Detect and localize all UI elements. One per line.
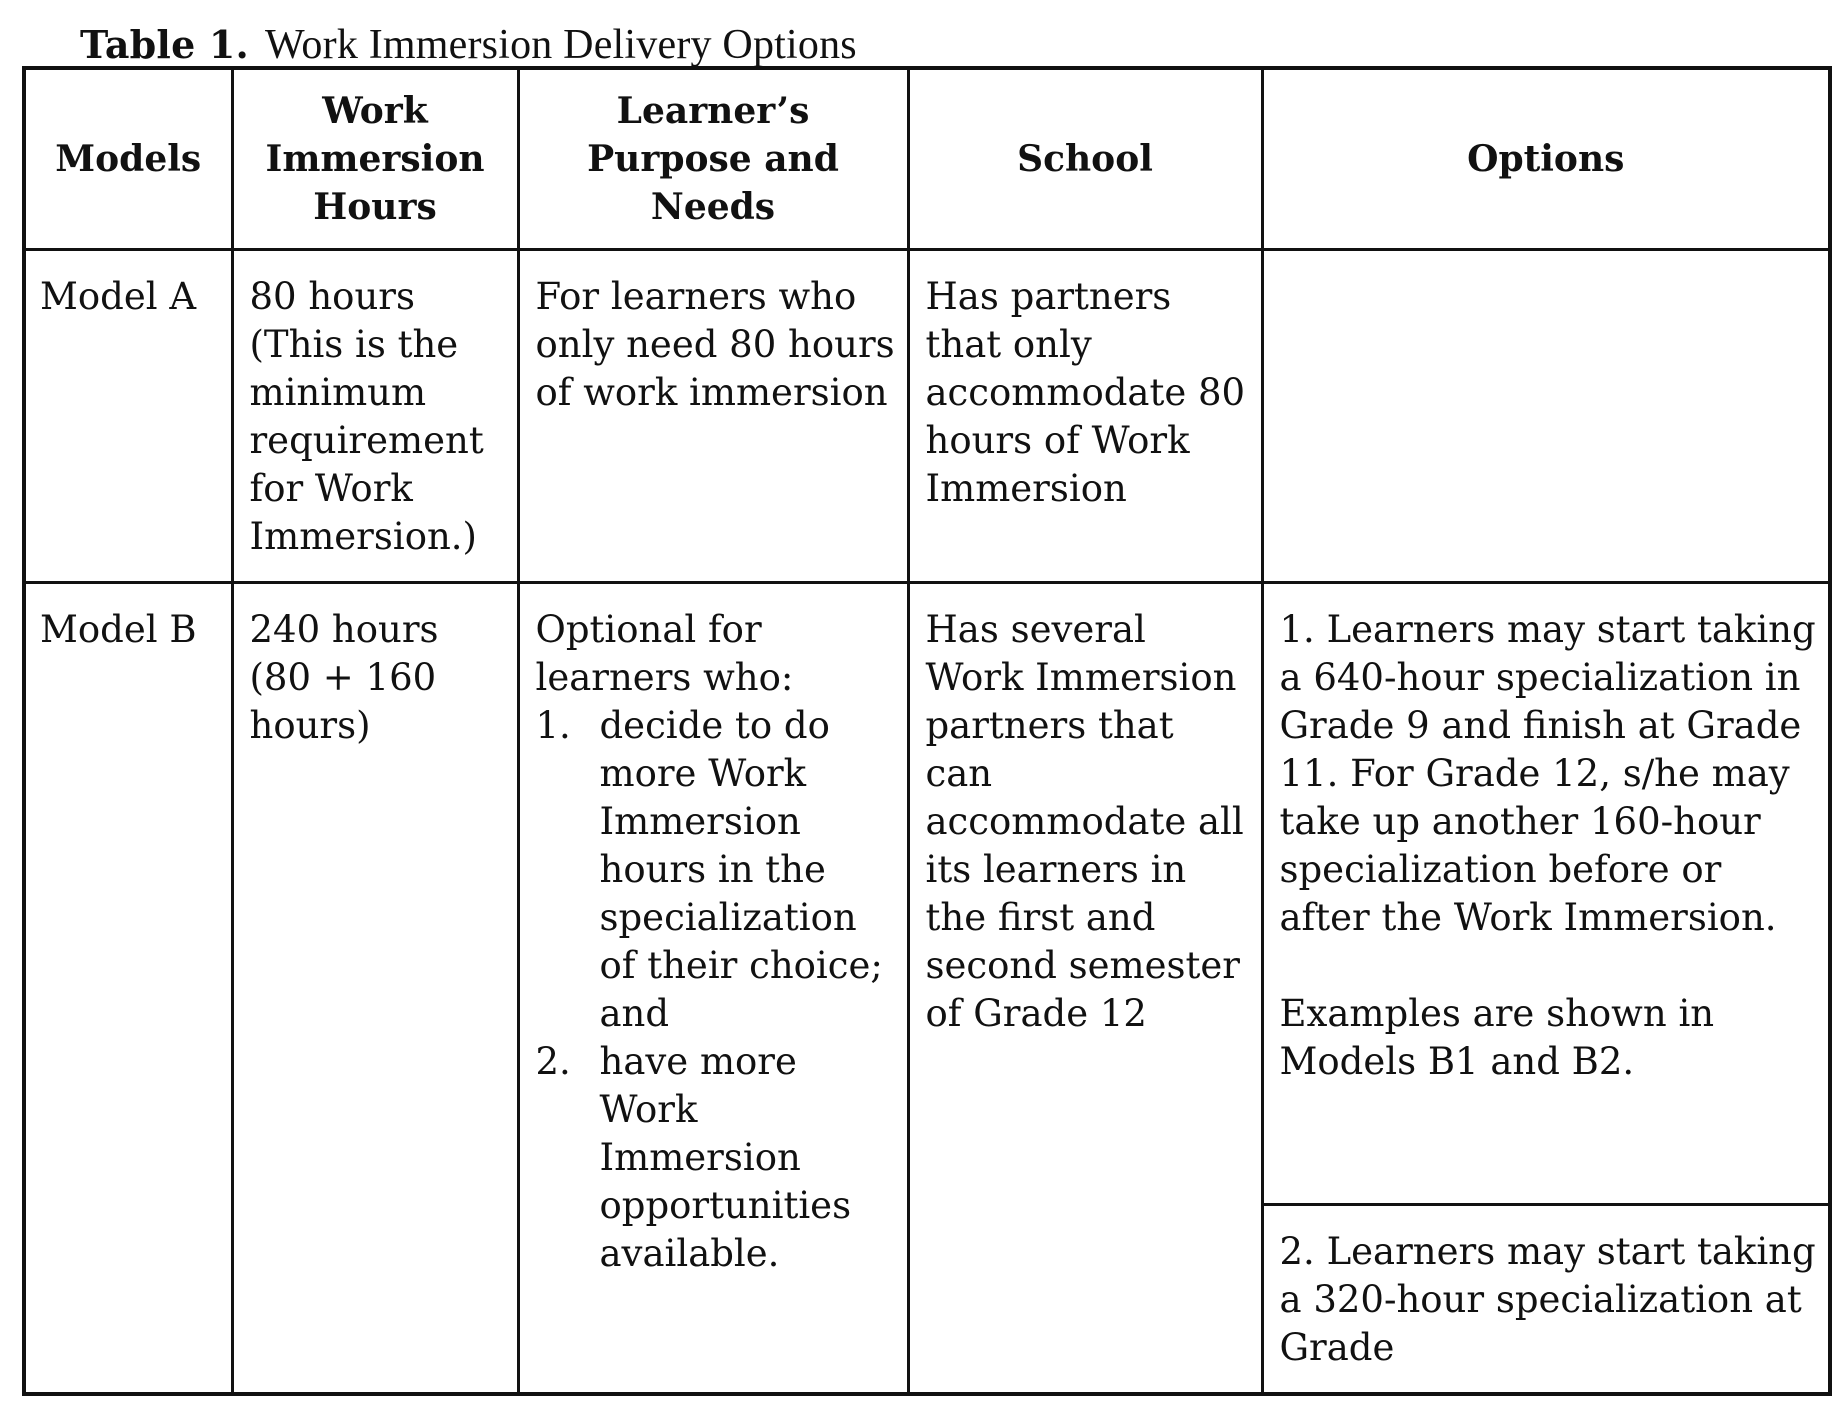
list-item — [536, 702, 897, 1038]
cell-model-b-hours: 240 hours (80 + 160 hours) — [232, 583, 518, 1395]
header-models: Models — [24, 68, 232, 250]
cell-model-b-purpose — [518, 583, 908, 1395]
options-1-text: 1. Learners may start taking a 640-hour specialization in Grade 9 and finish at Grade 11. For Grade 12, s/he may take up another 160-hour specialization before or after the Work Immersion. — [1279, 608, 1816, 939]
header-school: School — [908, 68, 1262, 250]
delivery-options-table — [22, 66, 1832, 1396]
cell-model-a-options — [1262, 250, 1830, 583]
options-part-2 — [1264, 1206, 1829, 1392]
cell-model-a-hours: 80 hours (This is the minimum requirement for Work Immersion.) — [232, 250, 518, 583]
header-purpose: Learner’s Purpose and Needs — [518, 68, 908, 250]
cell-model-b-options — [1262, 583, 1830, 1395]
purpose-list — [536, 702, 897, 1278]
table-row-model-a — [24, 250, 1830, 583]
cell-model-a-purpose: For learners who only need 80 hours of work immersion — [518, 250, 908, 583]
list-item-number: 1. — [535, 704, 571, 747]
cell-model-a: Model A — [24, 250, 232, 583]
options-part-1 — [1264, 584, 1829, 1206]
options-1-note: Examples are shown in Models B1 and B2. — [1279, 992, 1715, 1083]
list-item — [536, 1038, 897, 1278]
cell-model-b-school: Has several Work Immersion partners that can accommodate all its learners in the first and second semester of Grade 12 — [908, 583, 1262, 1395]
cell-model-b: Model B — [24, 583, 232, 1395]
caption-label: Table 1. — [80, 22, 249, 67]
list-item-text: have more Work Immersion opportunities available. — [599, 1040, 852, 1275]
header-options: Options — [1262, 68, 1830, 250]
table-row-model-b — [24, 583, 1830, 1395]
table-caption — [80, 18, 857, 72]
list-item-number: 2. — [535, 1040, 571, 1083]
list-item-text: decide to do more Work Immersion hours in the specialization of their choice; and — [599, 704, 883, 1035]
header-hours: Work Immersion Hours — [232, 68, 518, 250]
header-row — [24, 68, 1830, 250]
cell-model-a-school: Has partners that only accommodate 80 hours of Work Immersion — [908, 250, 1262, 583]
purpose-intro: Optional for learners who: — [535, 608, 794, 699]
caption-title: Work Immersion Delivery Options — [264, 22, 857, 68]
options-2-text: 2. Learners may start taking a 320-hour specialization at Grade — [1279, 1230, 1816, 1369]
